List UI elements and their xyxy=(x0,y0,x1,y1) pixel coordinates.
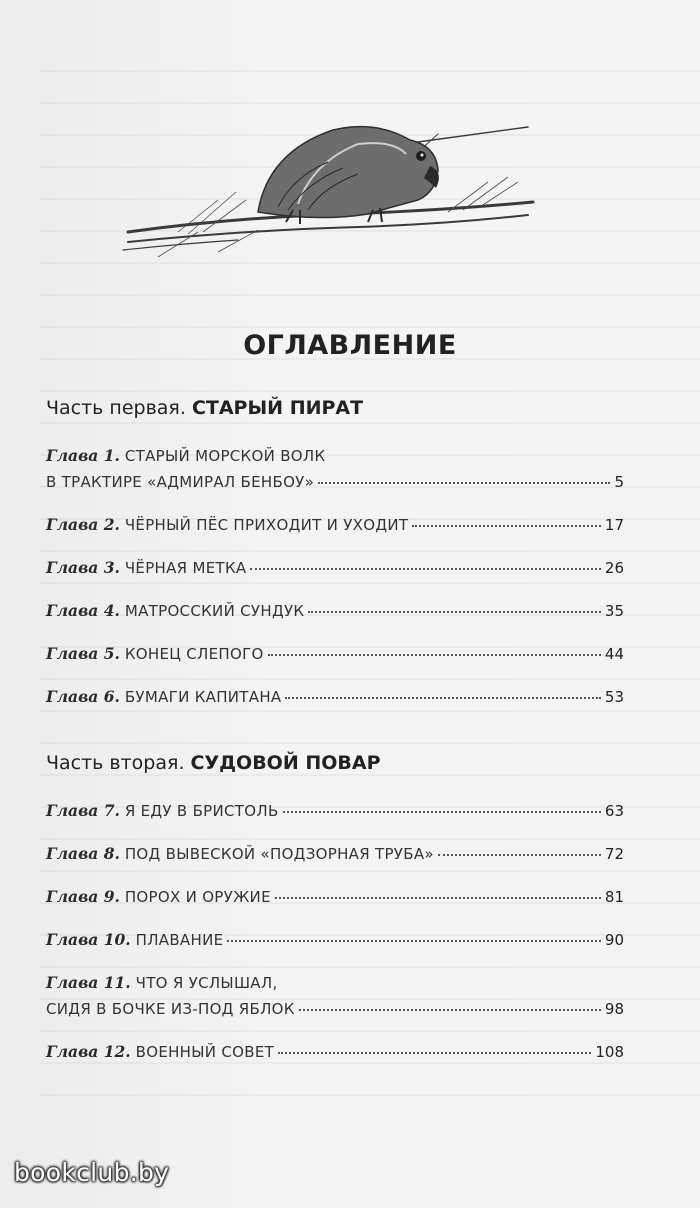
chapter-title-continued: В ТРАКТИРЕ «АДМИРАЛ БЕНБОУ» xyxy=(46,473,315,491)
chapter-label: Глава 10. xyxy=(46,930,131,949)
chapter-label: Глава 7. xyxy=(46,801,120,820)
chapter-label: Глава 9. xyxy=(46,887,120,906)
toc-entry[interactable] xyxy=(46,798,624,824)
page-number: 44 xyxy=(604,645,624,663)
chapter-title: БУМАГИ КАПИТАНА xyxy=(124,688,282,706)
chapter-label: Глава 8. xyxy=(46,844,120,863)
chapter-title: СТАРЫЙ МОРСКОЙ ВОЛК xyxy=(124,447,326,465)
part-two xyxy=(46,750,624,1065)
dot-leader xyxy=(308,611,601,613)
dot-leader xyxy=(227,940,601,942)
site-watermark: bookclub.by xyxy=(14,1158,170,1187)
part-name: СУДОВОЙ ПОВАР xyxy=(190,752,381,774)
chapter-label: Глава 12. xyxy=(46,1042,131,1061)
toc-entry[interactable] xyxy=(46,598,624,624)
dot-leader xyxy=(318,482,610,484)
part-heading xyxy=(46,750,624,776)
chapter-label: Глава 5. xyxy=(46,644,120,663)
dot-leader xyxy=(299,1009,601,1011)
chapter-label: Глава 6. xyxy=(46,687,120,706)
page-number: 98 xyxy=(604,1000,624,1018)
part-prefix: Часть вторая. xyxy=(46,752,185,774)
page-number: 26 xyxy=(604,559,624,577)
toc-entry[interactable] xyxy=(46,841,624,867)
page-number: 90 xyxy=(604,931,624,949)
chapter-title-continued: СИДЯ В БОЧКЕ ИЗ-ПОД ЯБЛОК xyxy=(46,1000,295,1018)
page-title: ОГЛАВЛЕНИЕ xyxy=(243,330,457,361)
dot-leader xyxy=(278,1052,591,1054)
part-name: СТАРЫЙ ПИРАТ xyxy=(191,397,364,419)
part-one xyxy=(46,395,624,710)
chapter-title: КОНЕЦ СЛЕПОГО xyxy=(124,645,264,663)
dot-leader xyxy=(268,654,601,656)
chapter-title: Я ЕДУ В БРИСТОЛЬ xyxy=(124,802,279,820)
table-of-contents xyxy=(46,395,624,1082)
chapter-title: ЧЁРНЫЙ ПЁС ПРИХОДИТ И УХОДИТ xyxy=(124,516,409,534)
part-heading xyxy=(46,395,624,421)
dot-leader xyxy=(250,568,600,570)
chapter-label: Глава 2. xyxy=(46,515,120,534)
page-number: 17 xyxy=(604,516,624,534)
toc-entry[interactable] xyxy=(46,555,624,581)
toc-entry[interactable] xyxy=(46,641,624,667)
page-number: 108 xyxy=(595,1043,624,1061)
dot-leader xyxy=(275,897,601,899)
dot-leader xyxy=(283,811,601,813)
toc-entry[interactable] xyxy=(46,512,624,538)
dot-leader xyxy=(285,697,600,699)
chapter-title: ЧЁРНАЯ МЕТКА xyxy=(124,559,247,577)
toc-entry[interactable] xyxy=(46,443,624,495)
page-number: 53 xyxy=(604,688,624,706)
chapter-label: Глава 1. xyxy=(46,446,120,465)
parrot-illustration xyxy=(118,82,538,282)
toc-entry[interactable] xyxy=(46,884,624,910)
chapter-title: МАТРОССКИЙ СУНДУК xyxy=(124,602,305,620)
toc-entry[interactable] xyxy=(46,684,624,710)
dot-leader xyxy=(412,525,601,527)
page-number: 5 xyxy=(614,473,624,491)
toc-entry[interactable] xyxy=(46,927,624,953)
chapter-title: ПОРОХ И ОРУЖИЕ xyxy=(124,888,271,906)
chapter-label: Глава 11. xyxy=(46,973,131,992)
toc-entry[interactable] xyxy=(46,970,624,1022)
chapter-title: ПОД ВЫВЕСКОЙ «ПОДЗОРНАЯ ТРУБА» xyxy=(124,845,434,863)
chapter-label: Глава 3. xyxy=(46,558,120,577)
part-prefix: Часть первая. xyxy=(46,397,186,419)
page-number: 35 xyxy=(604,602,624,620)
dot-leader xyxy=(438,854,601,856)
page-number: 63 xyxy=(604,802,624,820)
page-number: 81 xyxy=(604,888,624,906)
chapter-title: ВОЕННЫЙ СОВЕТ xyxy=(135,1043,275,1061)
page-number: 72 xyxy=(604,845,624,863)
chapter-title: ПЛАВАНИЕ xyxy=(135,931,224,949)
chapter-label: Глава 4. xyxy=(46,601,120,620)
chapter-title: ЧТО Я УСЛЫШАЛ, xyxy=(135,974,278,992)
toc-entry[interactable] xyxy=(46,1039,624,1065)
